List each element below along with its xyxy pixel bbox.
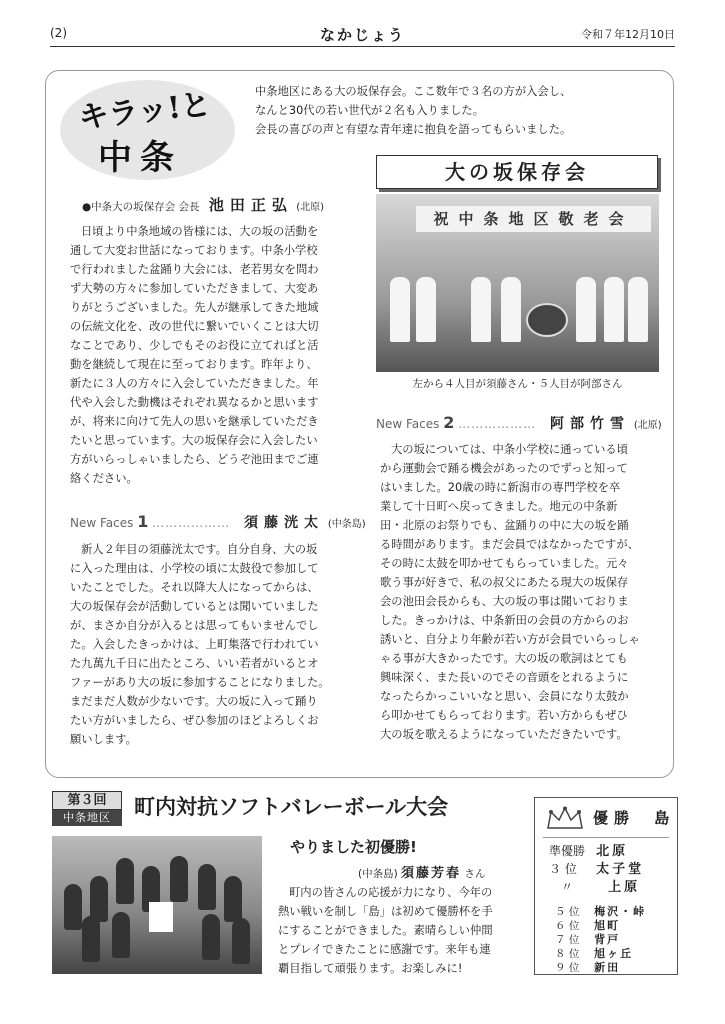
- event-title: 町内対抗ソフトバレーボール大会: [134, 795, 449, 819]
- crown-icon: [545, 806, 585, 832]
- newsletter-title: なかじょう: [319, 26, 405, 44]
- ranking-team: 梅沢・峠: [594, 905, 647, 918]
- page-number: (2): [50, 26, 67, 40]
- ranking-box: [534, 797, 678, 975]
- page-header: [50, 24, 675, 47]
- photo-figure: [604, 277, 624, 342]
- president-message: [70, 222, 365, 488]
- text-line: 会の池田会長からも、大の坂の事は聞いておりま: [380, 595, 629, 608]
- performance-photo: [376, 194, 659, 372]
- photo-person: [64, 884, 82, 930]
- text-line: ず大勢の方々に参加していただきまして、大変あ: [70, 282, 319, 295]
- text-line: 絡ください。: [70, 472, 138, 485]
- photo-person: [198, 864, 216, 910]
- text-line: 熱い戦いを制し「島」は初めて優勝杯を手: [278, 905, 493, 918]
- kira-logo-line2: 中条: [98, 138, 182, 178]
- text-line: た九萬九千日に出たところ、いい若者がいるとオ: [70, 657, 319, 670]
- photo-banner: 祝中条地区敬老会: [416, 206, 651, 232]
- text-line: が、まさか自分が入るとは思ってもいませんでし: [70, 619, 319, 632]
- event-message: [278, 883, 528, 978]
- ranking-position: ５ 位: [555, 906, 580, 918]
- intro-line: なんと30代の若い世代が２名も入りました。: [255, 104, 485, 117]
- newface2-area: (北原): [633, 420, 662, 431]
- champion-label: 優勝: [593, 809, 636, 827]
- photo-person: [112, 912, 130, 958]
- text-line: た。入会したきっかけは、上町集落で行われてい: [70, 638, 319, 651]
- badge-district: 中条地区: [52, 810, 122, 826]
- event-subtitle: やりました初優勝!: [290, 838, 417, 856]
- text-line: 願いします。: [70, 733, 137, 746]
- ranking-team: 新田: [594, 961, 621, 974]
- photo-person: [202, 914, 220, 960]
- ranking-team: 旭ヶ丘: [594, 947, 634, 960]
- kira-logo: [60, 80, 235, 180]
- newface2-message: [380, 440, 665, 744]
- text-line: 大の坂保存会が活動しているとは聞いていました: [70, 600, 319, 613]
- award-certificate: [149, 902, 173, 932]
- intro-text: [255, 82, 660, 139]
- photo-figure: [628, 277, 648, 342]
- text-line: に入った理由は、小学校の頃に太鼓役で参加して: [70, 562, 319, 575]
- text-line: 大の坂を歌えるようになっていただきたいです。: [380, 728, 628, 741]
- ranking-header: [535, 804, 677, 832]
- ranking-team: 太子堂: [596, 862, 645, 877]
- champion-line: [593, 807, 675, 828]
- text-line: 新人２年目の須藤洸太です。自分自身、大の坂: [81, 543, 318, 556]
- president-name: 池田正弘: [208, 196, 293, 214]
- photo-person: [224, 876, 242, 922]
- photo-person: [116, 858, 134, 904]
- issue-date: 令和７年12月10日: [581, 28, 675, 41]
- ranking-row: [549, 956, 620, 975]
- event-author-suffix: さん: [464, 868, 486, 880]
- ranking-team: 背戸: [594, 933, 621, 946]
- team-photo: [52, 836, 262, 974]
- intro-line: 中条地区にある大の坂保存会。ここ数年で３名の方が入会し、: [255, 85, 572, 98]
- text-line: 業して十日町へ戻ってきました。地元の中条新: [380, 500, 618, 513]
- leader-dots: ………………: [152, 516, 231, 530]
- president-org: ●中条大の坂保存会 会長: [82, 201, 200, 213]
- photo-person: [232, 918, 250, 964]
- text-line: ファーがあり大の坂に参加することになりました。: [70, 676, 330, 689]
- text-line: まだまだ人数が少ないです。大の坂に入って踊り: [70, 695, 318, 708]
- text-line: ゃる事が大きかったです。大の坂の歌詞はとても: [380, 652, 628, 665]
- ranking-position: ８ 位: [555, 948, 580, 960]
- intro-line: 会長の喜びの声と有望な青年達に抱負を語ってもらいました。: [255, 123, 572, 136]
- event-badge: [52, 791, 122, 825]
- text-line: なったらかっこいいなと思い、会員になり太鼓か: [380, 690, 629, 703]
- photo-caption: 左から４人目が須藤さん・５人目が阿部さん: [412, 378, 623, 390]
- photo-person: [82, 916, 100, 962]
- ranking-position: 準優勝: [549, 844, 586, 858]
- photo-person: [90, 876, 108, 922]
- ranking-position: ９ 位: [555, 962, 580, 974]
- photo-figure: [390, 277, 410, 342]
- taiko-drum: [526, 303, 568, 337]
- newface1-name: 須藤洸太: [244, 515, 324, 531]
- ranking-position: ３ 位: [549, 862, 577, 876]
- text-line: 覇目指して頑張ります。お楽しみに!: [278, 962, 463, 975]
- text-line: はいました。20歳の時に新潟市の専門学校を卒: [380, 481, 621, 494]
- text-line: 田・北原のお祭りでも、盆踊りの中に大の坂を踊: [380, 519, 629, 532]
- text-line: の伝統文化を、改の世代に繋いでいくことは大切: [70, 320, 319, 333]
- text-line: 町内の皆さんの応援が力になり、今年の: [289, 886, 493, 899]
- newface1-heading: [70, 512, 366, 532]
- text-line: 代や入会した動機はそれぞれ異なるかと思います: [70, 396, 319, 409]
- event-author-area: (中条島): [358, 868, 398, 880]
- text-line: なことであり、少しでもそのお役に立てればと活: [70, 339, 319, 352]
- photo-figure: [416, 277, 436, 342]
- champion-team: 島: [654, 809, 676, 827]
- kira-logo-line1: キラッ!と: [76, 87, 213, 136]
- ranking-row: [549, 840, 628, 859]
- text-line: が、将来に向けて先人の思いを継承していただき: [70, 415, 319, 428]
- text-line: とプレイできたことに感謝です。来年も連: [278, 943, 491, 956]
- newface1-area: (中条島): [327, 519, 366, 530]
- event-byline: [358, 862, 485, 881]
- ranking-position: 〃: [561, 880, 574, 894]
- text-line: りがとうございました。先人が継承してきた地域: [70, 301, 319, 314]
- newface-number: 2: [443, 413, 455, 432]
- text-line: たい方がいましたら、ぜひ参加のほどよろしくお: [70, 714, 319, 727]
- photo-figure: [501, 277, 521, 342]
- text-line: る時間があります。まだ会員ではなかったですが、: [380, 538, 639, 551]
- newface2-heading: [376, 413, 662, 433]
- text-line: 通して大変お世話になっております。中条小学校: [70, 244, 318, 257]
- text-line: した。きっかけは、中条新田の会員の方からのお: [380, 614, 629, 627]
- text-line: で行われました盆踊り大会には、老若男女を問わ: [70, 263, 319, 276]
- ranking-team: 旭町: [594, 919, 621, 932]
- photo-figure: [471, 277, 491, 342]
- text-line: 大の坂については、中条小学校に通っている頃: [391, 443, 629, 456]
- photo-figure: [576, 277, 596, 342]
- ranking-row: [549, 858, 644, 877]
- ranking-team: 北原: [596, 844, 629, 859]
- event-author-name: 須藤芳春: [401, 866, 462, 881]
- text-line: 誘いと、自分より年齢が若い方が会員でいらっしゃ: [380, 633, 640, 646]
- president-byline: [82, 194, 352, 215]
- divider: [543, 837, 669, 838]
- newface-label: New Faces: [70, 516, 134, 530]
- text-line: 新たに３人の方々に入会していただきました。年: [70, 377, 319, 390]
- badge-edition: 第３回: [52, 791, 122, 810]
- text-line: たいと思っています。大の坂保存会に入会したい: [70, 434, 318, 447]
- text-line: 興味深く、また長いのでその音頭をとれるように: [380, 671, 629, 684]
- text-line: 日頃より中条地域の皆様には、大の坂の活動を: [81, 225, 319, 238]
- section-title: 大の坂保存会: [376, 155, 658, 189]
- text-line: 動を継続して現在に至っております。昨年より、: [70, 358, 318, 371]
- newface-number: 1: [137, 512, 149, 531]
- ranking-position: ７ 位: [555, 934, 580, 946]
- president-area: (北原): [296, 202, 325, 213]
- text-line: いたことでした。それ以降大人になってからは、: [70, 581, 319, 594]
- newface2-name: 阿部竹雪: [550, 416, 630, 432]
- text-line: 歌う事が好きで、私の叔父にあたる現大の坂保存: [380, 576, 629, 589]
- text-line: 方がいらっしゃいましたら、どうぞ池田までご連: [70, 453, 319, 466]
- ranking-team: 上原: [608, 880, 641, 895]
- photo-person: [170, 856, 188, 902]
- ranking-position: ６ 位: [555, 920, 580, 932]
- leader-dots: ………………: [458, 417, 537, 431]
- newface-label: New Faces: [376, 417, 440, 431]
- text-line: から運動会で踊る機会があったのでずっと知って: [380, 462, 628, 475]
- text-line: その時に太鼓を叩かせてもらっていました。元々: [380, 557, 629, 570]
- text-line: ら叩かせてもらっております。若い方からもぜひ: [380, 709, 628, 722]
- newface1-message: [70, 540, 365, 749]
- ranking-row: [549, 876, 640, 895]
- text-line: にすることができました。素晴らしい仲間: [278, 924, 493, 937]
